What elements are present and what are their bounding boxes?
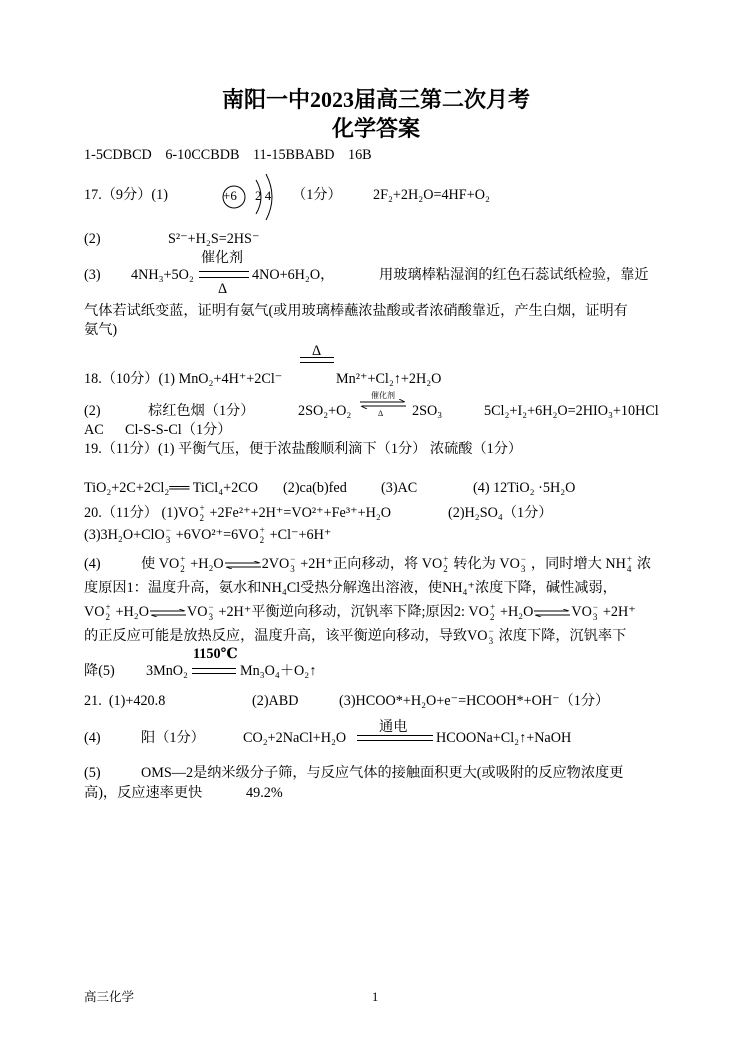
superscript-subscript: + 2 [199, 502, 205, 523]
q18-p2-c: 5Cl₂+I₂+6H₂O=2HIO₃+10HCl [484, 403, 659, 419]
q20-p4-line3-e: +H₂O [499, 604, 534, 620]
footer-subject: 高三化学 [84, 990, 135, 1004]
q19-line2-d: (4) 12TiO₂ ·5H₂O [473, 480, 576, 496]
catalyst-label: 催化剂 [201, 251, 243, 266]
page-subtitle: 化学答案 [331, 116, 420, 141]
choice-answers: 1-5CDBCD 6-10CCBDB 11-15BBABD 16B [84, 147, 372, 163]
q20-p5-left: 3MnO₂ [146, 663, 188, 679]
temperature-condition: 1150℃ [193, 646, 238, 662]
q20-p4-line1 [141, 555, 651, 573]
q20-p4-line3-d: +2H⁺平衡逆向移动，沉钒率下降;原因2: VO [218, 604, 489, 620]
q18-p2-label: (2) [84, 403, 101, 419]
reversible-arrow [149, 609, 187, 617]
equals-sign [199, 271, 249, 278]
q20-p4-line4-a: 的正反应可能是放热反应，温度升高，该平衡逆向移动，导致VO [84, 628, 488, 644]
superscript-subscript: + 4 [626, 553, 632, 574]
q17-score: （1分） [292, 187, 342, 203]
q20-p5-a: 降(5) [84, 663, 115, 679]
reversible-arrow [533, 609, 571, 617]
q19-line2-a: TiO₂+2C+2Cl₂══ TiCl₄+2CO [84, 480, 258, 496]
q21-p5-label: (5) [84, 765, 101, 781]
heat-symbol: Δ [312, 343, 322, 359]
superscript-subscript: − 3 [290, 553, 296, 574]
superscript-subscript: + 2 [443, 553, 449, 574]
q20-p4-line3-a: VO [84, 604, 105, 620]
q18-p2-a: 棕红色烟（1分） [148, 403, 255, 419]
catalyst-small-label: 催化剂 [371, 391, 395, 400]
q20-line2 [84, 526, 331, 544]
equals-sign [300, 357, 334, 363]
superscript-subscript: − 3 [488, 625, 494, 646]
q17-p3-text1: 用玻璃棒粘湿润的红色石蕊试纸检验，靠近 [379, 267, 649, 283]
q20-p4-c: 2VO [261, 556, 290, 572]
reversible-arrow [358, 399, 408, 409]
q21-line1-b: (2)ABD [252, 693, 299, 709]
q18-p2-b-right: 2SO₃ [412, 403, 443, 419]
q18-head: 18.（10分）(1) MnO₂+4H⁺+2Cl⁻ [84, 371, 283, 387]
q20-line1-b: (2)H₂SO₄（1分） [448, 505, 553, 521]
q20-p4-line3-b: +H₂O [115, 604, 149, 620]
q20-p4-b: +H₂O [190, 556, 224, 572]
page-title: 南阳一中2023届高三第二次月考 [221, 87, 530, 112]
q21-p5-value: 49.2% [246, 785, 283, 801]
q21-p4-a: 阳（1分） [141, 730, 205, 746]
q17-p2-eq: S²⁻+H₂S=2HS⁻ [168, 231, 260, 247]
q18-p2-b-left: 2SO₂+O₂ [298, 403, 352, 419]
q17-p3-left: 4NH₃+5O₂ [131, 267, 194, 283]
q19-line2-b: (2)ca(b)fed [283, 480, 347, 496]
q20-line1-head: 20.（11分） (1)VO [84, 505, 199, 521]
equals-sign [192, 668, 236, 674]
superscript-subscript: − 3 [520, 553, 526, 574]
q18-p3: AC Cl-S-S-Cl（1分） [84, 422, 232, 438]
page-number: 1 [372, 990, 379, 1004]
q21-p4-right: HCOONa+Cl₂↑+NaOH [436, 730, 572, 746]
q21-p5-text2: 高)，反应速率更快 [84, 785, 203, 801]
q20-p4-line4-b: 浓度下降，沉钒率下 [498, 628, 627, 644]
superscript-subscript: − 3 [165, 524, 171, 545]
q21-p4-left: CO₂+2NaCl+H₂O [243, 730, 347, 746]
q17-head: 17.（9分）(1) [84, 187, 168, 203]
superscript-subscript: + 2 [259, 524, 265, 545]
q21-line1: 21. (1)+420.8 [84, 693, 166, 709]
q17-p3-text3: 氨气) [84, 322, 118, 338]
superscript-subscript: + 2 [180, 553, 186, 574]
q20-p4-a: 使 VO [141, 556, 180, 572]
reversible-arrow [224, 561, 262, 569]
q20-line2-c: +Cl⁻+6H⁺ [269, 527, 332, 543]
heat-symbol: Δ [218, 281, 228, 297]
q20-line2-a: (3)3H₂O+ClO [84, 527, 165, 543]
q20-p4-label: (4) [84, 556, 101, 572]
heat-small-symbol: Δ [378, 409, 384, 418]
q20-line1 [84, 504, 391, 522]
q17-eq1: 2F₂+2H₂O=4HF+O₂ [373, 187, 490, 203]
q20-p4-d: +2H⁺正向移动，将 VO [300, 556, 443, 572]
q21-p5-text1: OMS—2是纳米级分子筛，与反应气体的接触面积更大(或吸附的反应物浓度更 [141, 765, 624, 781]
q18-rhs: Mn²⁺+Cl₂↑+2H₂O [336, 371, 442, 387]
q17-p2-label: (2) [84, 231, 101, 247]
q20-p4-line3-g: +2H⁺ [602, 604, 636, 620]
q20-p4-line4 [84, 627, 626, 645]
atom-nucleus-label: +6 [223, 188, 237, 203]
q20-line1-rest: +2Fe²⁺+2H⁺=VO²⁺+Fe³⁺+H₂O [209, 505, 392, 521]
q17-p3-text2: 气体若试纸变蓝，证明有氨气(或用玻璃棒蘸浓盐酸或者浓硝酸靠近，产生白烟，证明有 [84, 303, 628, 319]
q20-line2-b: +6VO²⁺=6VO [175, 527, 259, 543]
superscript-subscript: − 3 [592, 601, 598, 622]
equals-sign [357, 735, 433, 741]
q20-p4-line2: 度原因1：温度升高，氨水和NH₄Cl受热分解逸出溶液，使NH₄⁺浓度下降，碱性减弱， [84, 580, 617, 596]
q20-p4-line3-f: VO [571, 604, 592, 620]
q20-p4-f: ，同时增大 NH [530, 556, 626, 572]
q20-p4-line3 [84, 603, 636, 621]
q19-line2-c: (3)AC [381, 480, 418, 496]
superscript-subscript: − 3 [208, 601, 214, 622]
q17-p3-label: (3) [84, 267, 101, 283]
q20-p4-g: 浓 [636, 556, 652, 572]
q17-p3-right: 4NO+6H₂O， [252, 267, 335, 283]
q20-p4-e: 转化为 VO [453, 556, 520, 572]
q21-line1-c: (3)HCOO*+H₂O+e⁻=HCOOH*+OH⁻（1分） [339, 693, 610, 709]
q19-line1: 19.（11分）(1) 平衡气压，便于浓盐酸顺利滴下（1分） 浓硫酸（1分） [84, 441, 523, 457]
atom-shells-label: 2 4 [255, 188, 272, 203]
q21-p4-label: (4) [84, 730, 101, 746]
superscript-subscript: + 2 [489, 601, 496, 622]
q20-p4-line3-c: VO [186, 604, 208, 620]
electrolysis-label: 通电 [379, 719, 408, 735]
q20-p5-right: Mn₃O₄＋O₂↑ [240, 663, 317, 679]
superscript-subscript: + 2 [105, 601, 111, 622]
